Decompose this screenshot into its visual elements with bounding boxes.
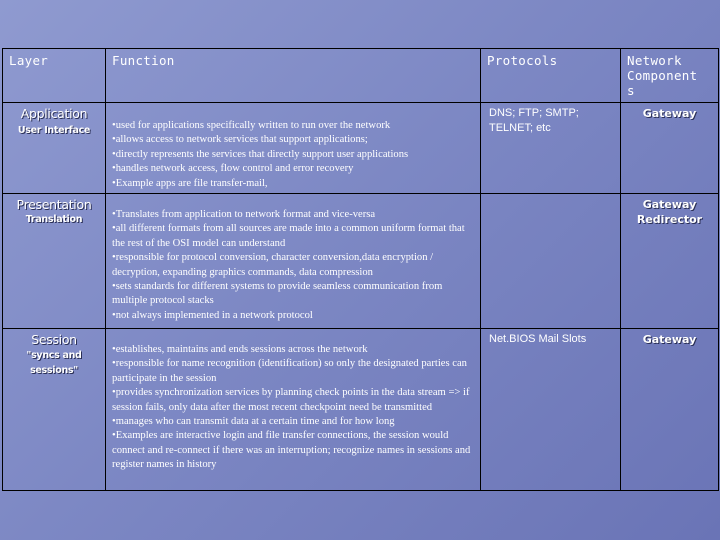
protocols-cell-session: Net.BIOS Mail Slots [481,329,621,491]
header-protocols: Protocols [481,49,621,103]
function-item: • provides synchronization services by planning check points in the data stream => if session fails, only data after the most recent checkpoint need be transmitted [112,386,476,415]
table-row-application [3,103,719,194]
function-item: • Example apps are file transfer-mail, [112,177,476,191]
header-function: Function [106,49,481,103]
layer-name-session: Session [31,332,77,348]
osi-layers-table-wrapper [2,48,718,491]
function-item: • responsible for protocol conversion, character conversion,data encryption / decryption, expanding graphics commands, data compression [112,251,476,280]
layer-sub-application: User Interface [17,125,91,136]
function-item: • manages who can transmit data at a certain time and for how long [112,415,476,429]
function-cell-session [106,329,481,491]
layer-name-presentation: Presentation [16,197,92,213]
function-item: • directly represents the services that directly support user applications [112,148,476,162]
osi-layers-table [2,48,719,491]
component-cell-presentation: Gateway Redirector [621,194,719,329]
protocols-cell-application: DNS; FTP; SMTP; TELNET; etc [481,103,621,194]
component-cell-session: Gateway [621,329,719,491]
function-item: • Examples are interactive login and file transfer connections, the session would connect and re-connect if there was an interruption; recognize names in sessions and register names in history [112,429,476,472]
function-item: • Translates from application to network format and vice-versa [112,208,476,222]
layer-sub-session: "syncs and sessions" [26,350,82,377]
function-item: • establishes, maintains and ends sessions across the network [112,343,476,357]
header-row [3,49,719,103]
function-item: • not always implemented in a network protocol [112,309,476,323]
table-row-session [3,329,719,491]
header-network-components: Network Component s [621,49,719,103]
header-layer: Layer [3,49,106,103]
function-cell-presentation [106,194,481,329]
layer-cell-session [3,329,106,491]
function-item: • used for applications specifically written to run over the network [112,119,476,133]
protocols-cell-presentation [481,194,621,329]
function-item: • handles network access, flow control and error recovery [112,162,476,176]
function-item: • responsible for name recognition (identification) so only the designated parties can participate in the session [112,357,476,386]
layer-sub-presentation: Translation [25,214,83,226]
function-item: • allows access to network services that support applications; [112,133,476,147]
layer-name-application: Application [20,106,88,121]
function-item: • all different formats from all sources are made into a common uniform format that the rest of the OSI model can understand [112,222,476,251]
function-item: • sets standards for different systems to provide seamless communication from multiple protocol stacks [112,280,476,309]
layer-cell-presentation [3,194,106,329]
function-cell-application [106,103,481,194]
component-cell-application: Gateway [621,103,719,194]
layer-cell-application [3,103,106,194]
table-row-presentation [3,194,719,329]
